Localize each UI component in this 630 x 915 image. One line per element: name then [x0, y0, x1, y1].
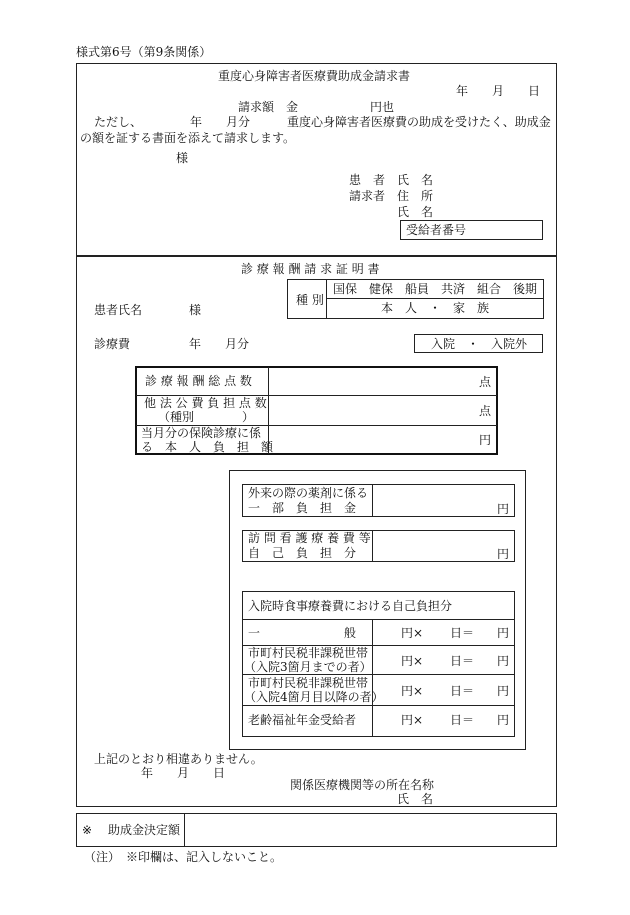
- meal-row-pension-day: 日＝: [450, 713, 475, 727]
- form-number: 様式第6号（第9条関係）: [76, 45, 212, 59]
- recipient-number-field[interactable]: [400, 220, 543, 240]
- outpatient-drug-unit: 円: [497, 502, 510, 516]
- meal-row-exempt3-yen: 円×: [401, 654, 424, 668]
- decision-label: 助成金決定額: [108, 823, 181, 837]
- claimant-name-label: 氏 名: [397, 205, 434, 219]
- claim-amount-suffix: 円也: [370, 100, 395, 114]
- meal-row-exempt3-label-2: （入院3箇月までの者）: [244, 660, 372, 674]
- institution-name-label: 氏 名: [397, 792, 434, 806]
- total-points-unit: 点: [479, 375, 492, 389]
- institution-label: 関係医療機関等の所在名称: [290, 778, 435, 792]
- claim-body-purpose: 重度心身障害者医療費の助成を受けたく、助成金: [287, 115, 551, 129]
- type-label: 種 別: [296, 293, 324, 307]
- outpatient-drug-label-2: 一 部 負 担 金: [248, 501, 357, 515]
- total-points-label: 診 療 報 酬 総 点 数: [145, 374, 252, 388]
- public-points-kind: （種別 ）: [158, 410, 255, 424]
- cert-patient-suffix: 様: [189, 303, 202, 317]
- self-pay-label-1: 当月分の保険診療に係: [141, 426, 262, 440]
- meal-row-exempt4-total: 円: [497, 684, 510, 698]
- claim-title: 重度心身障害者医療費助成金請求書: [218, 69, 411, 83]
- visiting-nursing-unit: 円: [497, 547, 510, 561]
- self-pay-unit: 円: [479, 433, 492, 447]
- meal-row-pension-total: 円: [497, 713, 510, 727]
- fee-month: 年 月分: [189, 337, 250, 351]
- decision-mark: ※: [82, 823, 93, 837]
- inpatient-outpatient-select[interactable]: [414, 334, 543, 353]
- meal-row-exempt4-day: 日＝: [450, 684, 475, 698]
- claimant-address-label: 請求者 住 所: [349, 189, 434, 203]
- visiting-nursing-label-1: 訪 問 看 護 療 養 費 等: [248, 531, 371, 545]
- inout-label: 入院 ・ 入院外: [431, 337, 528, 351]
- meal-row-exempt4-label-1: 市町村民税非課税世帯: [248, 676, 369, 690]
- claim-date[interactable]: 年 月 日: [456, 84, 541, 98]
- cert-patient-label: 患者氏名: [94, 303, 143, 317]
- recipient-number-label: 受給者番号: [406, 223, 467, 237]
- self-pay-label-2: る 本 人 負 担 額: [141, 440, 274, 454]
- claim-body-month: 年 月分: [190, 115, 251, 129]
- outpatient-drug-label-1: 外来の際の薬剤に係る: [248, 486, 369, 500]
- meal-row-pension-yen: 円×: [401, 713, 424, 727]
- claim-body-tadashi: ただし、: [94, 115, 143, 129]
- public-points-unit: 点: [479, 404, 492, 418]
- patient-name-label: 患 者 氏 名: [349, 173, 434, 187]
- certify-text: 上記のとおり相違ありません。: [94, 752, 263, 766]
- meal-row-exempt3-total: 円: [497, 654, 510, 668]
- claim-body-line2: の額を証する書面を添えて請求します。: [80, 131, 296, 145]
- meal-row-exempt3-day: 日＝: [450, 654, 475, 668]
- insurance-types[interactable]: 国保 健保 船員 共済 組合 後期: [333, 282, 538, 296]
- public-points-label: 他 法 公 費 負 担 点 数: [144, 396, 267, 410]
- meal-row-general-day: 日＝: [450, 626, 475, 640]
- meal-row-exempt3-label-1: 市町村民税非課税世帯: [248, 646, 369, 660]
- note: （注） ※印欄は、記入しないこと。: [84, 850, 283, 864]
- meal-row-general-total: 円: [497, 626, 510, 640]
- certify-date[interactable]: 年 月 日: [141, 766, 226, 780]
- cert-title: 診 療 報 酬 請 求 証 明 書: [241, 262, 380, 276]
- meal-row-general-label: 一 般: [248, 626, 357, 640]
- visiting-nursing-label-2: 自 己 負 担 分: [248, 546, 357, 560]
- meal-cost-title: 入院時食事療養費における自己負担分: [248, 599, 453, 613]
- claim-amount-label: 請求額 金: [238, 100, 299, 114]
- meal-row-general-yen: 円×: [401, 626, 424, 640]
- addressee-suffix: 様: [176, 151, 189, 165]
- decision-amount-field[interactable]: [186, 815, 555, 845]
- person-types[interactable]: 本 人 ・ 家 族: [381, 301, 490, 315]
- meal-row-exempt4-label-2: （入院4箇月目以降の者）: [244, 690, 384, 704]
- meal-row-exempt4-yen: 円×: [401, 684, 424, 698]
- fee-label: 診療費: [94, 337, 131, 351]
- meal-row-pension-label: 老齢福祉年金受給者: [248, 713, 357, 727]
